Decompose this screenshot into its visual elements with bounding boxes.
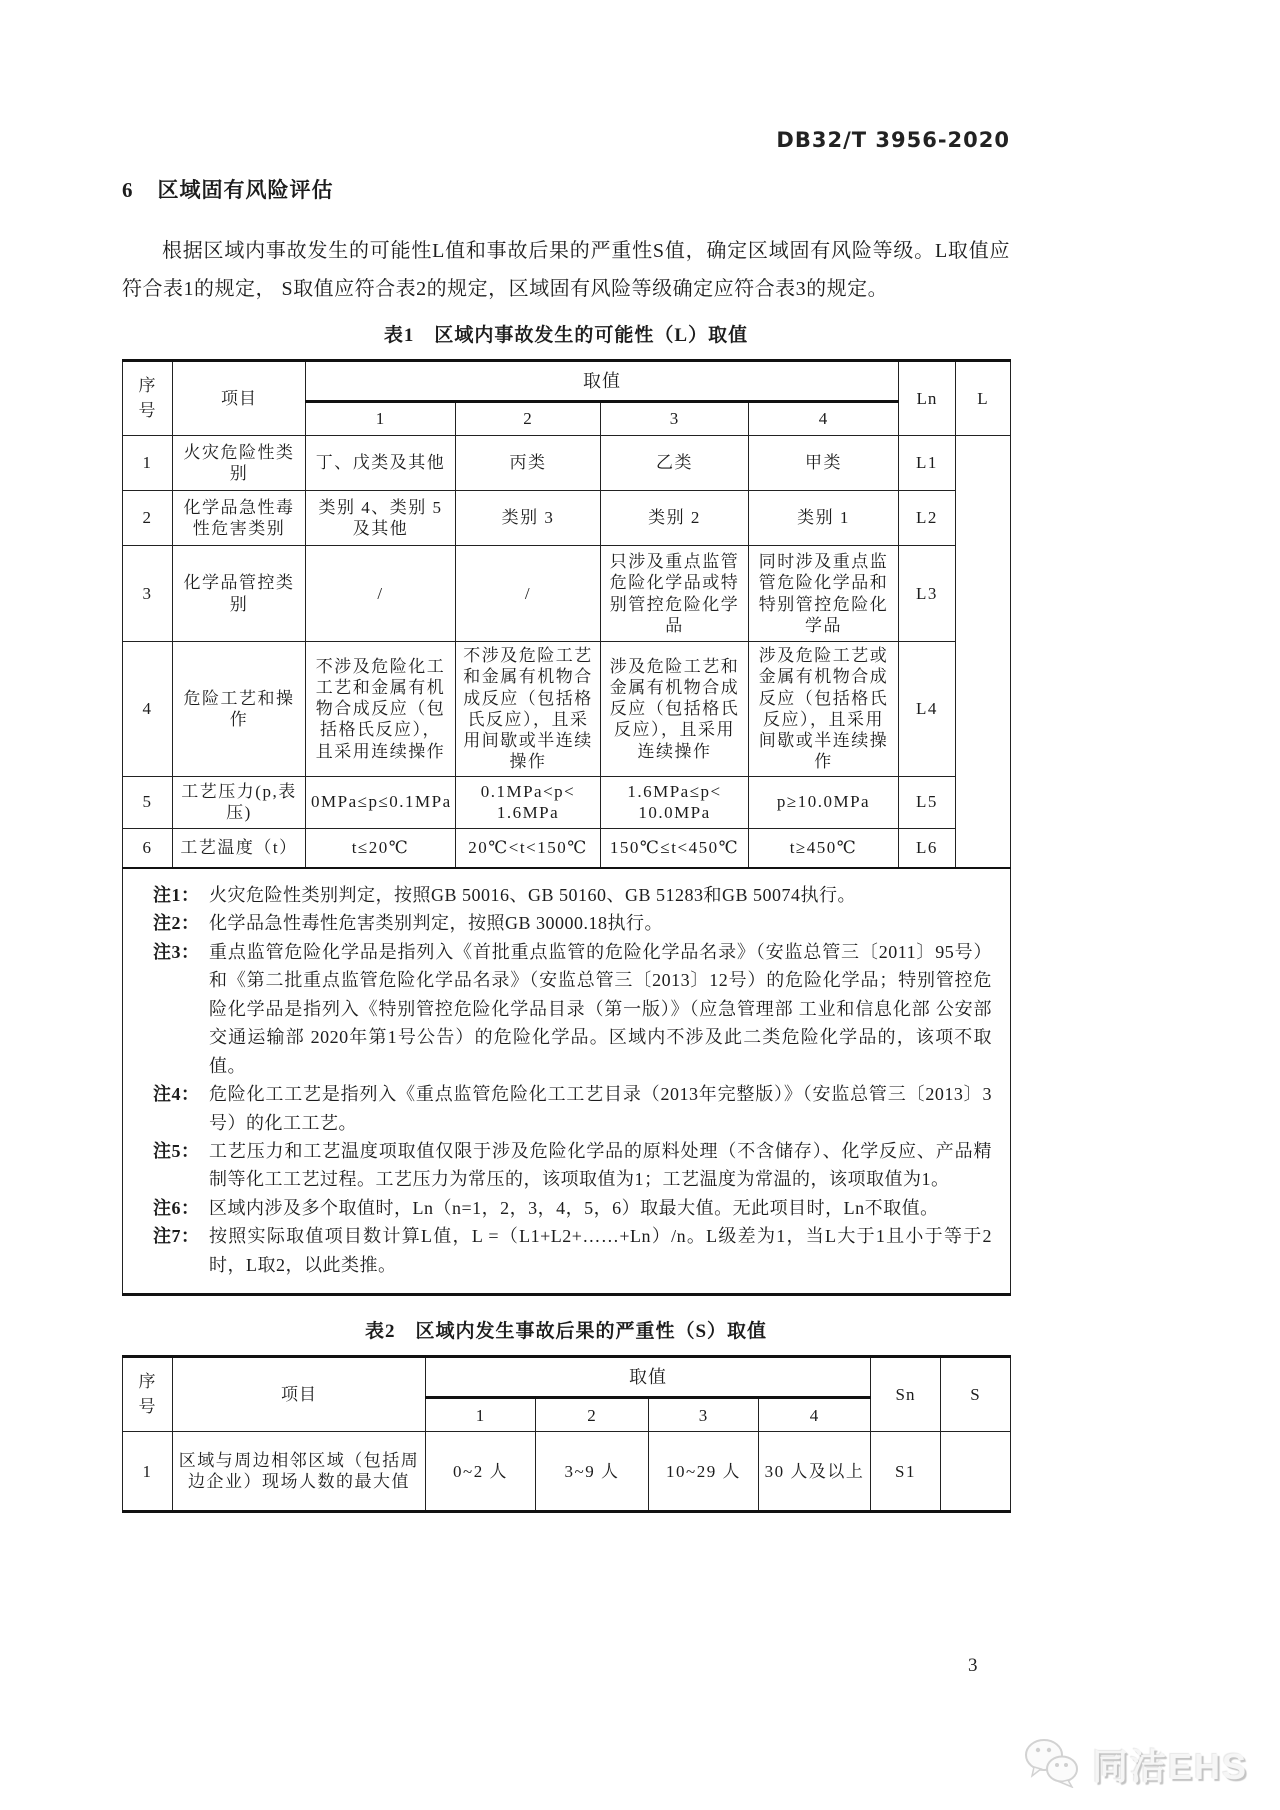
table-row <box>123 776 1011 828</box>
t1-r6-v2: 20℃<t<150℃ <box>456 828 601 868</box>
t2-header-item: 项目 <box>173 1357 426 1432</box>
t1-header-index <box>123 361 173 436</box>
note-label: 注5： <box>153 1140 200 1161</box>
t1-l-value-cell <box>956 436 1011 869</box>
note-text: 按照实际取值项目数计算L值，L =（L1+L2+……+Ln）/n。L级差为1，当L大于1且小于等于2时，L取2，以此类推。 <box>209 1226 992 1275</box>
t1-r5-no: 5 <box>123 776 173 828</box>
t1-r4-v1: 不涉及危险化工工艺和金属有机物合成反应（包括格氏反应），且采用连续操作 <box>306 642 456 777</box>
table-row <box>123 642 1011 777</box>
t2-header-s: S <box>941 1357 1011 1432</box>
note-label: 注3： <box>153 941 200 962</box>
t1-header-l: L <box>956 361 1011 436</box>
t1-r3-item: 化学品管控类别 <box>173 546 306 642</box>
page-number: 3 <box>968 1655 978 1676</box>
t1-r4-v2: 不涉及危险工艺和金属有机物合成反应（包括格氏反应），且采用间歇或半连续操作 <box>456 642 601 777</box>
t1-r6-item: 工艺温度（t） <box>173 828 306 868</box>
t1-r5-item: 工艺压力(p,表压) <box>173 776 306 828</box>
t1-r6-v1: t≤20℃ <box>306 828 456 868</box>
t1-r2-v1: 类别 4、类别 5 及其他 <box>306 491 456 546</box>
t1-r4-v4: 涉及危险工艺或金属有机物合成反应（包括格氏反应），且采用间歇或半连续操作 <box>749 642 899 777</box>
t1-r6-v3: 150℃≤t<450℃ <box>601 828 749 868</box>
t1-r2-ln: L2 <box>899 491 956 546</box>
table2 <box>122 1355 1011 1513</box>
t1-r3-v3: 只涉及重点监管危险化学品或特别管控危险化学品 <box>601 546 749 642</box>
note-label: 注2： <box>153 913 200 934</box>
note-text: 区域内涉及多个取值时，Ln（n=1，2，3，4，5，6）取最大值。无此项目时，Ln不取值。 <box>209 1197 939 1218</box>
t1-r4-item: 危险工艺和操作 <box>173 642 306 777</box>
t1-r1-v2: 丙类 <box>456 436 601 491</box>
note-2 <box>153 909 992 937</box>
t2-r1-item: 区域与周边相邻区域（包括周边企业）现场人数的最大值 <box>173 1432 426 1512</box>
note-4 <box>153 1080 992 1137</box>
intro-paragraph: 根据区域内事故发生的可能性L值和事故后果的严重性S值，确定区域固有风险等级。L取值应符合表1的规定， S取值应符合表2的规定，区域固有风险等级确定应符合表3的规定。 <box>122 240 1010 300</box>
note-text: 火灾危险性类别判定，按照GB 50016、GB 50160、GB 51283和GB 50074执行。 <box>209 885 857 905</box>
t1-r5-v1: 0MPa≤p≤0.1MPa <box>306 776 456 828</box>
t1-r5-v2: 0.1MPa<p< 1.6MPa <box>456 776 601 828</box>
watermark-text: 同洁EHS <box>1092 1746 1249 1787</box>
t1-r4-ln: L4 <box>899 642 956 777</box>
t1-r5-v3: 1.6MPa≤p< 10.0MPa <box>601 776 749 828</box>
t1-r1-v4: 甲类 <box>749 436 899 491</box>
t1-r3-no: 3 <box>123 546 173 642</box>
t2-s-value-cell <box>941 1432 1011 1512</box>
t1-header-value: 取值 <box>306 361 899 402</box>
t1-subheader-1: 1 <box>306 402 456 436</box>
note-label: 注7： <box>153 1226 200 1247</box>
note-label: 注4： <box>153 1084 200 1105</box>
t1-r5-v4: p≥10.0MPa <box>749 776 899 828</box>
t2-r1-v4: 30 人及以上 <box>759 1432 871 1512</box>
t1-r4-v3: 涉及危险工艺和金属有机物合成反应（包括格氏反应），且采用连续操作 <box>601 642 749 777</box>
t2-header-value: 取值 <box>426 1357 871 1398</box>
t2-subheader-4: 4 <box>759 1398 871 1432</box>
doc-number: DB32/T 3956-2020 <box>776 128 1010 152</box>
note-7 <box>153 1222 992 1279</box>
t2-subheader-1: 1 <box>426 1398 536 1432</box>
t2-r1-v3: 10~29 人 <box>649 1432 759 1512</box>
t1-r3-v1: / <box>306 546 456 642</box>
note-text: 化学品急性毒性危害类别判定，按照GB 30000.18执行。 <box>209 913 664 934</box>
t1-r2-v3: 类别 2 <box>601 491 749 546</box>
watermark <box>1022 1736 1248 1793</box>
t1-r1-no: 1 <box>123 436 173 491</box>
table1-notes <box>123 868 1011 1295</box>
section-heading <box>122 174 1010 204</box>
t1-r3-v2: / <box>456 546 601 642</box>
note-6 <box>153 1194 992 1222</box>
t2-header-index-label: 序号 <box>138 1371 157 1416</box>
table-row <box>123 546 1011 642</box>
t1-r5-ln: L5 <box>899 776 956 828</box>
table-row <box>123 1432 1011 1512</box>
t1-r6-no: 6 <box>123 828 173 868</box>
t1-r1-v3: 乙类 <box>601 436 749 491</box>
t2-subheader-2: 2 <box>536 1398 649 1432</box>
t1-r6-v4: t≥450℃ <box>749 828 899 868</box>
t2-header-index <box>123 1357 173 1432</box>
t1-subheader-2: 2 <box>456 402 601 436</box>
t2-r1-no: 1 <box>123 1432 173 1512</box>
t1-header-ln: Ln <box>899 361 956 436</box>
table1-notes-row <box>123 868 1011 1295</box>
t1-r1-ln: L1 <box>899 436 956 491</box>
section-title: 区域固有风险评估 <box>157 178 334 202</box>
t1-header-item: 项目 <box>173 361 306 436</box>
wechat-bubbles-icon <box>1022 1736 1082 1793</box>
t1-r2-no: 2 <box>123 491 173 546</box>
document-page <box>122 0 1010 1513</box>
table-row <box>123 436 1011 491</box>
t1-r2-v2: 类别 3 <box>456 491 601 546</box>
table2-caption: 表2 区域内发生事故后果的严重性（S）取值 <box>364 1321 768 1343</box>
note-1 <box>153 881 992 909</box>
t1-r6-ln: L6 <box>899 828 956 868</box>
note-label: 注1： <box>153 885 200 905</box>
t2-header-sn: Sn <box>871 1357 941 1432</box>
t1-r2-item: 化学品急性毒性危害类别 <box>173 491 306 546</box>
section-number: 6 <box>122 178 134 202</box>
table-row <box>123 828 1011 868</box>
t1-r3-ln: L3 <box>899 546 956 642</box>
t2-r1-v1: 0~2 人 <box>426 1432 536 1512</box>
t1-r3-v4: 同时涉及重点监管危险化学品和特别管控危险化学品 <box>749 546 899 642</box>
t2-subheader-3: 3 <box>649 1398 759 1432</box>
t1-r1-v1: 丁、戊类及其他 <box>306 436 456 491</box>
table1 <box>122 359 1011 1296</box>
table-row <box>123 491 1011 546</box>
t1-header-index-label: 序号 <box>138 375 157 420</box>
note-5 <box>153 1137 992 1194</box>
note-text: 工艺压力和工艺温度项取值仅限于涉及危险化学品的原料处理（不含储存）、化学反应、产品精制等化工工艺过程。工艺压力为常压的，该项取值为1；工艺温度为常温的，该项取值为1。 <box>209 1140 992 1190</box>
t1-subheader-3: 3 <box>601 402 749 436</box>
note-text: 重点监管危险化学品是指列入《首批重点监管的危险化学品名录》（安监总管三〔2011〕95号）和《第二批重点监管危险化学品名录》（安监总管三〔2013〕12号）的危险化学品；特别管控危险化学品是指列入《特别管控危险化学品目录（第一版）》（应急管理部 工业和信息化部 公安部 交通运输部 2020年第1号公告）的危险化学品。区域内不涉及此二类危险化学品的，该项不取值。 <box>209 941 992 1076</box>
t2-r1-sn: S1 <box>871 1432 941 1512</box>
t1-r2-v4: 类别 1 <box>749 491 899 546</box>
t1-subheader-4: 4 <box>749 402 899 436</box>
note-3 <box>153 938 992 1080</box>
t2-r1-v2: 3~9 人 <box>536 1432 649 1512</box>
note-label: 注6： <box>153 1197 200 1218</box>
table1-caption: 表1 区域内事故发生的可能性（L）取值 <box>383 325 749 346</box>
t1-r4-no: 4 <box>123 642 173 777</box>
note-text: 危险化工工艺是指列入《重点监管危险化工工艺目录（2013年完整版）》（安监总管三〔2013〕3号）的化工工艺。 <box>209 1084 992 1133</box>
t1-r1-item: 火灾危险性类别 <box>173 436 306 491</box>
